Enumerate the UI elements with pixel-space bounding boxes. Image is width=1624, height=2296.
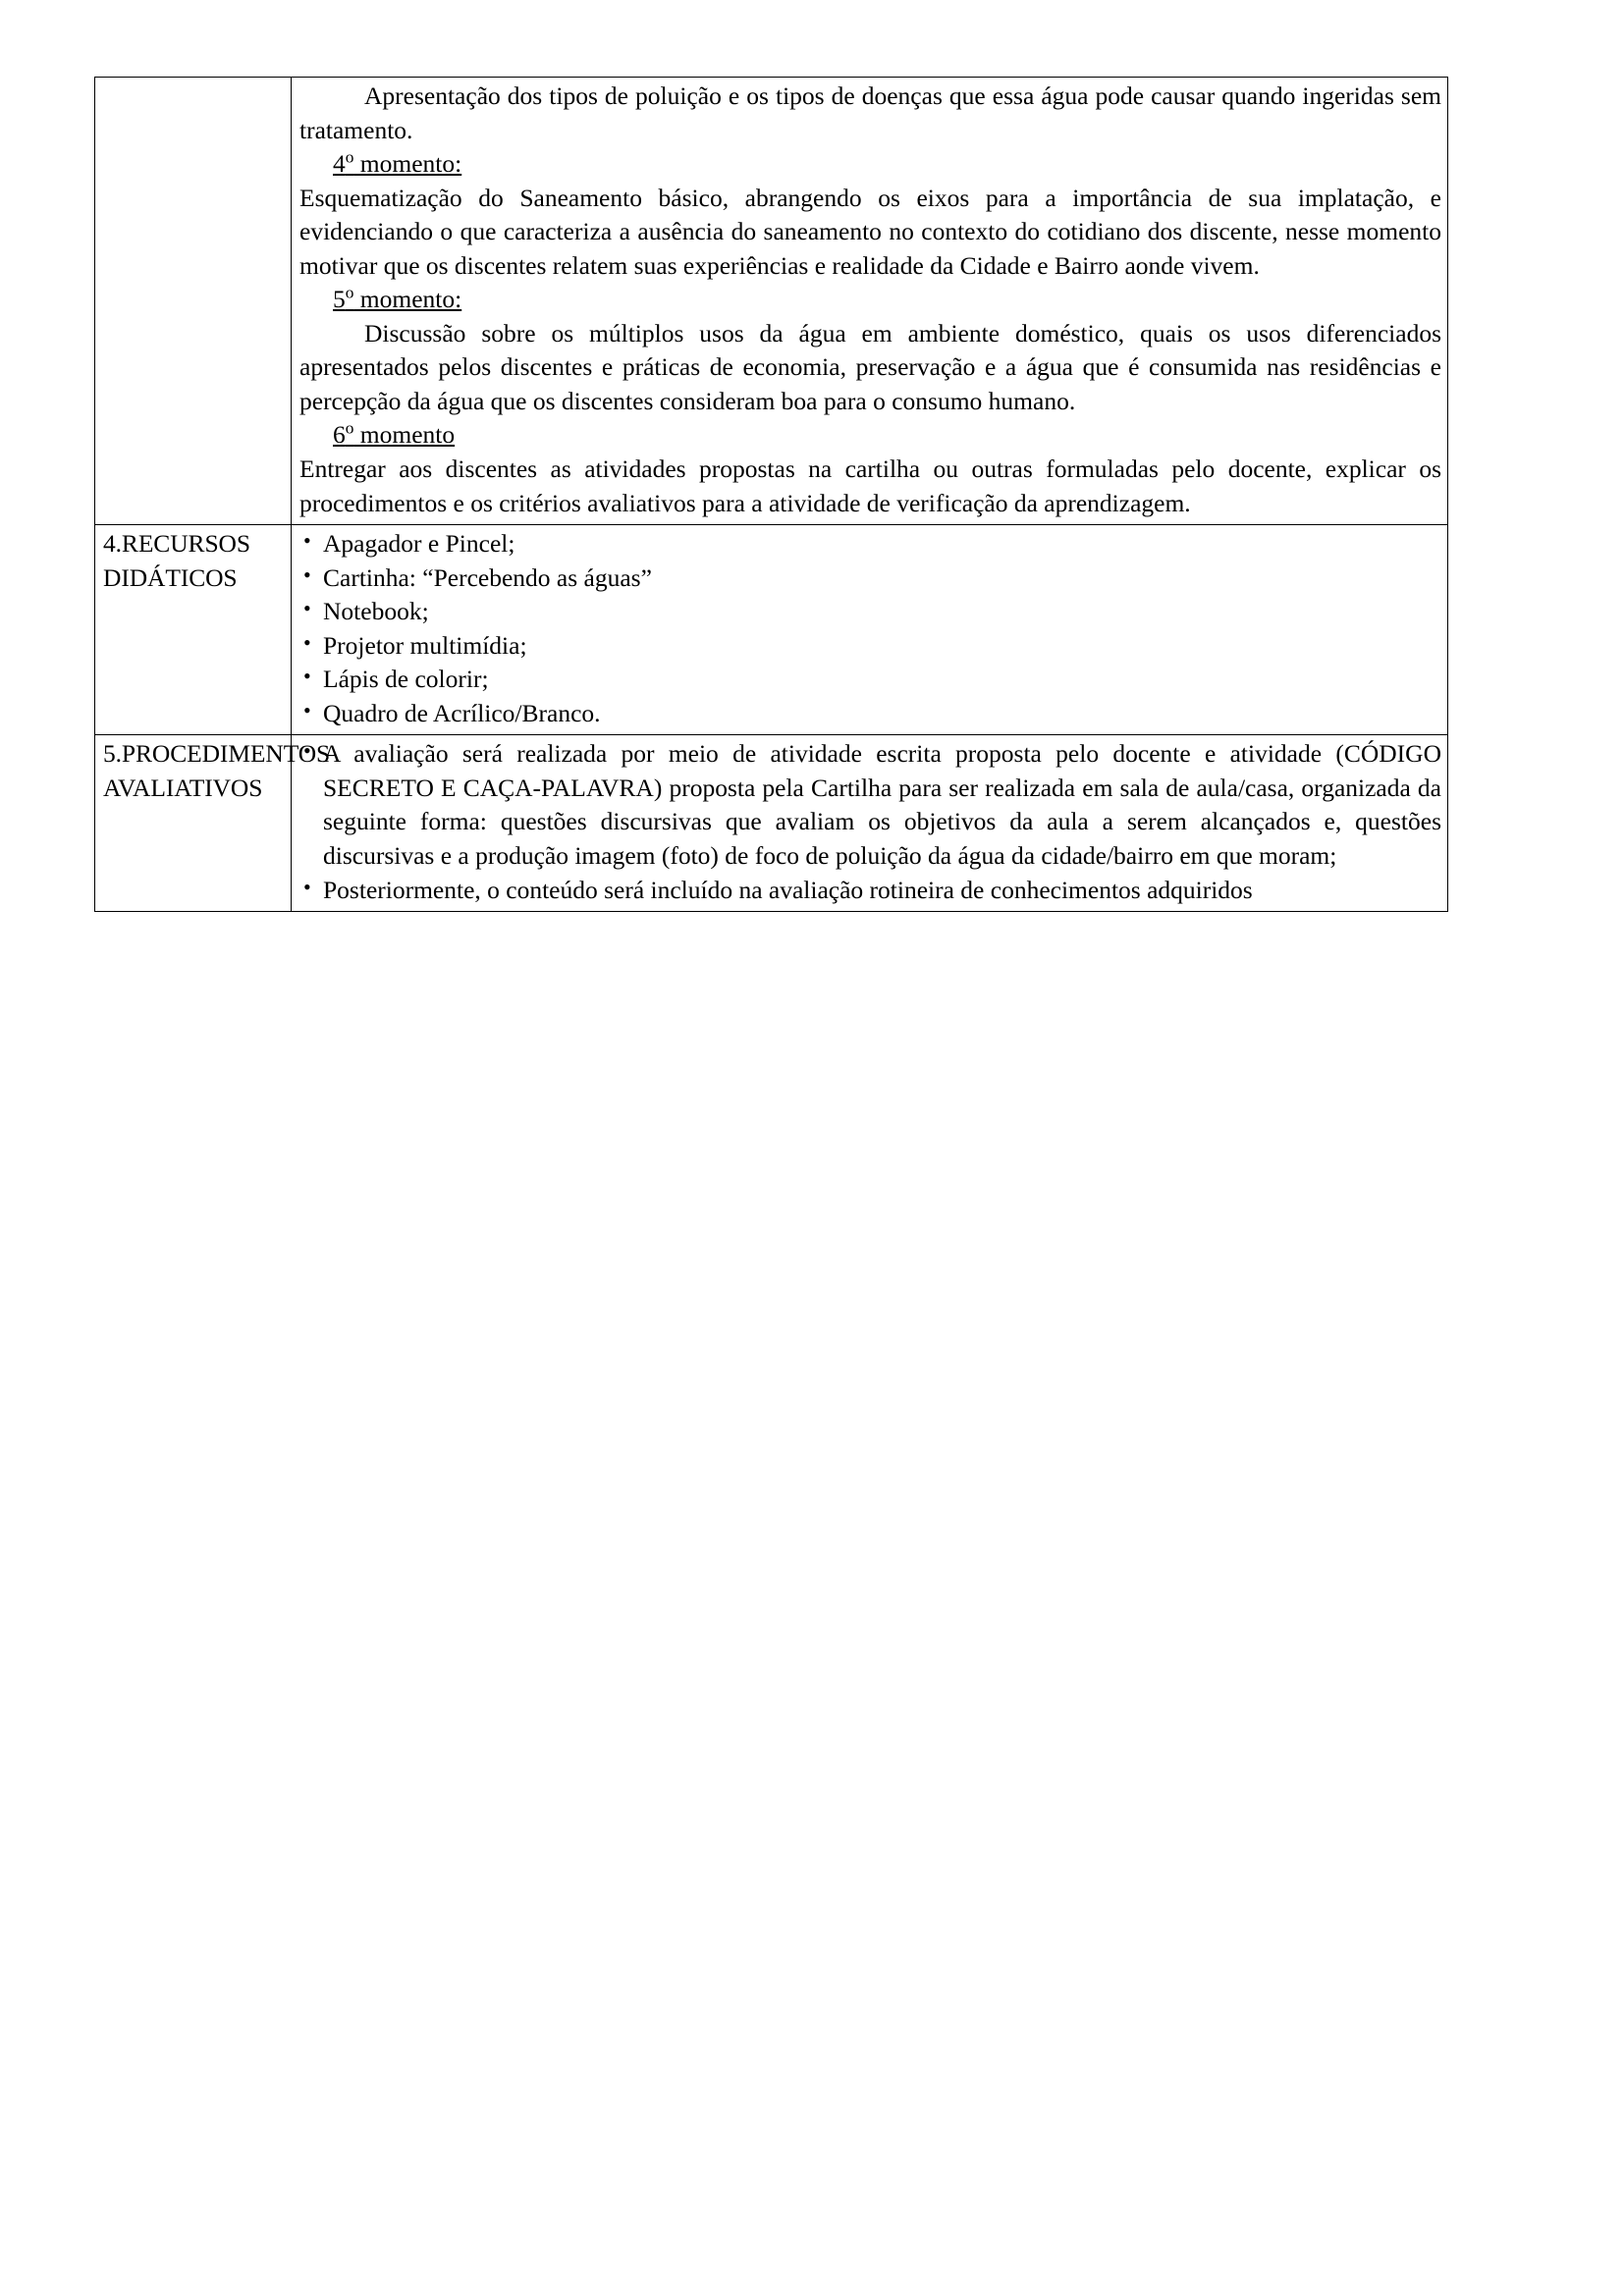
moment-5-text: Discussão sobre os múltiplos usos da água em ambiente doméstico, quais os usos diferenciados apresentados pelos discentes e práticas de economia, preservação e a água que é consumida nas residências e percepção da água que os discentes consideram boa para o consumo humano. <box>299 318 1441 415</box>
row-label-recursos-didaticos <box>95 525 292 735</box>
row-label-line-1: 4.RECURSOS <box>103 529 250 559</box>
row-content-recursos-didaticos <box>292 525 1448 735</box>
moment-4-heading <box>299 147 1441 182</box>
moment-6-heading <box>299 418 1441 453</box>
moment-6-heading-text: 6$^o$ momento <box>333 418 456 450</box>
table-row <box>95 78 1448 525</box>
list-item: • Lápis de colorir; <box>299 663 1441 697</box>
recursos-list <box>299 527 1441 730</box>
moment-5-heading-text: 5$^o$ momento: <box>333 283 462 314</box>
list-item: • Projetor multimídia; <box>299 629 1441 664</box>
row-label-line-2: DIDÁTICOS <box>103 562 238 592</box>
list-item: • Posteriormente, o conteúdo será incluído na avaliação rotineira de conhecimentos adquiridos <box>299 874 1441 908</box>
row-label-line-2: AVALIATIVOS <box>103 773 263 802</box>
intro-paragraph: Apresentação dos tipos de poluição e os tipos de doenças que essa água pode causar quando ingeridas sem tratamento. <box>299 81 1441 144</box>
list-item: • A avaliação será realizada por meio de atividade escrita proposta pelo docente e atividade (CÓDIGO SECRETO E CAÇA-PALAVRA) proposta pela Cartilha para ser realizada em sala de aula/casa, organizada da seguinte forma: questões discursivas que avaliam os objetivos da aula a serem alcançados e, questões discursivas e a produção imagem (foto) de foco de poluição da água da cidade/bairro em que moram; <box>299 737 1441 873</box>
moment-6-text: Entregar aos discentes as atividades propostas na cartilha ou outras formuladas pelo docente, explicar os procedimentos e os critérios avaliativos para a atividade de verificação da aprendizagem. <box>299 454 1441 517</box>
procedimentos-list <box>299 737 1441 907</box>
lesson-plan-table <box>94 77 1448 912</box>
list-item: • Cartinha: “Percebendo as águas” <box>299 561 1441 596</box>
list-item: • Quadro de Acrílico/Branco. <box>299 697 1441 731</box>
table-row <box>95 735 1448 912</box>
row-content-procedimentos-avaliativos <box>292 735 1448 912</box>
row-label-procedimentos-avaliativos <box>95 735 331 912</box>
table-row <box>95 525 1448 735</box>
moment-4-text: Esquematização do Saneamento básico, abrangendo os eixos para a importância de sua implatação, e evidenciando o que caracteriza a ausência do saneamento no contexto do cotidiano dos discente, nesse momento motivar que os discentes relatem suas experiências e realidade da Cidade e Bairro aonde vivem. <box>299 183 1441 280</box>
row-label-empty <box>95 78 292 525</box>
row-content-metodologia <box>292 78 1448 525</box>
list-item: • Notebook; <box>299 595 1441 629</box>
moment-5-heading <box>299 283 1441 317</box>
row-label-line-1: 5.PROCEDIMENTOS <box>103 739 331 769</box>
list-item: • Apagador e Pincel; <box>299 527 1441 561</box>
moment-4-heading-text: 4$^o$ momento: <box>333 147 462 179</box>
